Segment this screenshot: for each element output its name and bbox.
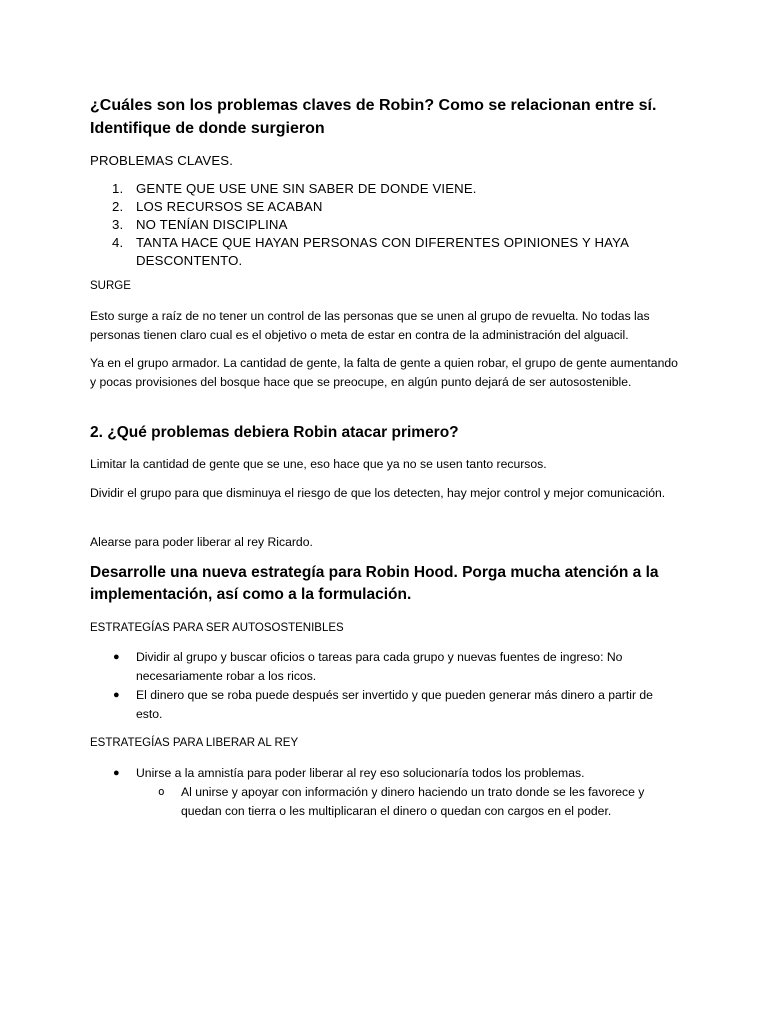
bullet-icon: ● bbox=[113, 651, 120, 663]
question-3-title: Desarrolle una nueva estrategía para Robin Hood. Porga mucha atención a la implementación, así como a la formulación. bbox=[90, 564, 659, 603]
list-item: 1. GENTE QUE USE UNE SIN SABER DE DONDE VIENE. bbox=[112, 181, 477, 196]
strategies-free-king-sublist bbox=[90, 783, 680, 821]
list-item: ● Unirse a la amnistía para poder liberar al rey eso solucionaría todos los problemas. bbox=[90, 764, 680, 783]
strategies-free-king-label: ESTRATEGÍAS PARA LIBERAR AL REY bbox=[90, 737, 299, 749]
strategies-self-sustain-label: ESTRATEGÍAS PARA SER AUTOSOSTENIBLES bbox=[90, 622, 344, 634]
answer-2-paragraph-2: Dividir el grupo para que disminuya el riesgo de que los detecten, hay mejor control y mejor comunicación. bbox=[90, 486, 666, 500]
list-item: 2. LOS RECURSOS SE ACABAN bbox=[112, 199, 323, 214]
list-item: ● Dividir al grupo y buscar oficios o tareas para cada grupo y nuevas fuentes de ingreso: No necesariamente robar a los ricos. bbox=[113, 650, 623, 683]
hollow-bullet-icon: o bbox=[158, 785, 165, 798]
bullet-icon: ● bbox=[113, 767, 120, 779]
question-1-title: ¿Cuáles son los problemas claves de Robin? Como se relacionan entre sí. Identifique de donde surgieron bbox=[90, 97, 657, 137]
key-problems-label: PROBLEMAS CLAVES. bbox=[90, 153, 234, 168]
surge-paragraph-1: Esto surge a raíz de no tener un control de las personas que se unen al grupo de revuelta. No todas las personas tienen claro cual es el objetivo o meta de estar en contra de la administración del alguacil. bbox=[90, 309, 650, 342]
surge-label: SURGE bbox=[90, 280, 131, 292]
answer-2-paragraph-3: Alearse para poder liberar al rey Ricardo. bbox=[90, 535, 313, 549]
answer-2-paragraph-1: Limitar la cantidad de gente que se une, eso hace que ya no se usen tanto recursos. bbox=[90, 457, 547, 471]
list-item: o Al unirse y apoyar con información y dinero haciendo un trato donde se les favorece y quedan con tierra o les multiplicaran el dinero o quedan con cargos en el poder. bbox=[90, 783, 680, 821]
list-item: ● El dinero que se roba puede después ser invertido y que pueden generar más dinero a partir de esto. bbox=[113, 688, 653, 721]
list-item: 3. NO TENÍAN DISCIPLINA bbox=[112, 217, 288, 232]
question-2-title: 2. ¿Qué problemas debiera Robin atacar primero? bbox=[90, 424, 459, 441]
key-problems-list bbox=[90, 180, 680, 270]
strategies-free-king-list bbox=[90, 764, 680, 783]
bullet-icon: ● bbox=[113, 689, 120, 701]
surge-paragraph-2: Ya en el grupo armador. La cantidad de gente, la falta de gente a quien robar, el grupo de gente aumentando y pocas provisiones del bosque hace que se preocupe, en algún punto dejará de ser autosostenible. bbox=[90, 356, 678, 389]
strategies-self-sustain-list bbox=[90, 648, 680, 724]
list-item: 4. TANTA HACE QUE HAYAN PERSONAS CON DIFERENTES OPINIONES Y HAYA DESCONTENTO. bbox=[112, 235, 629, 268]
